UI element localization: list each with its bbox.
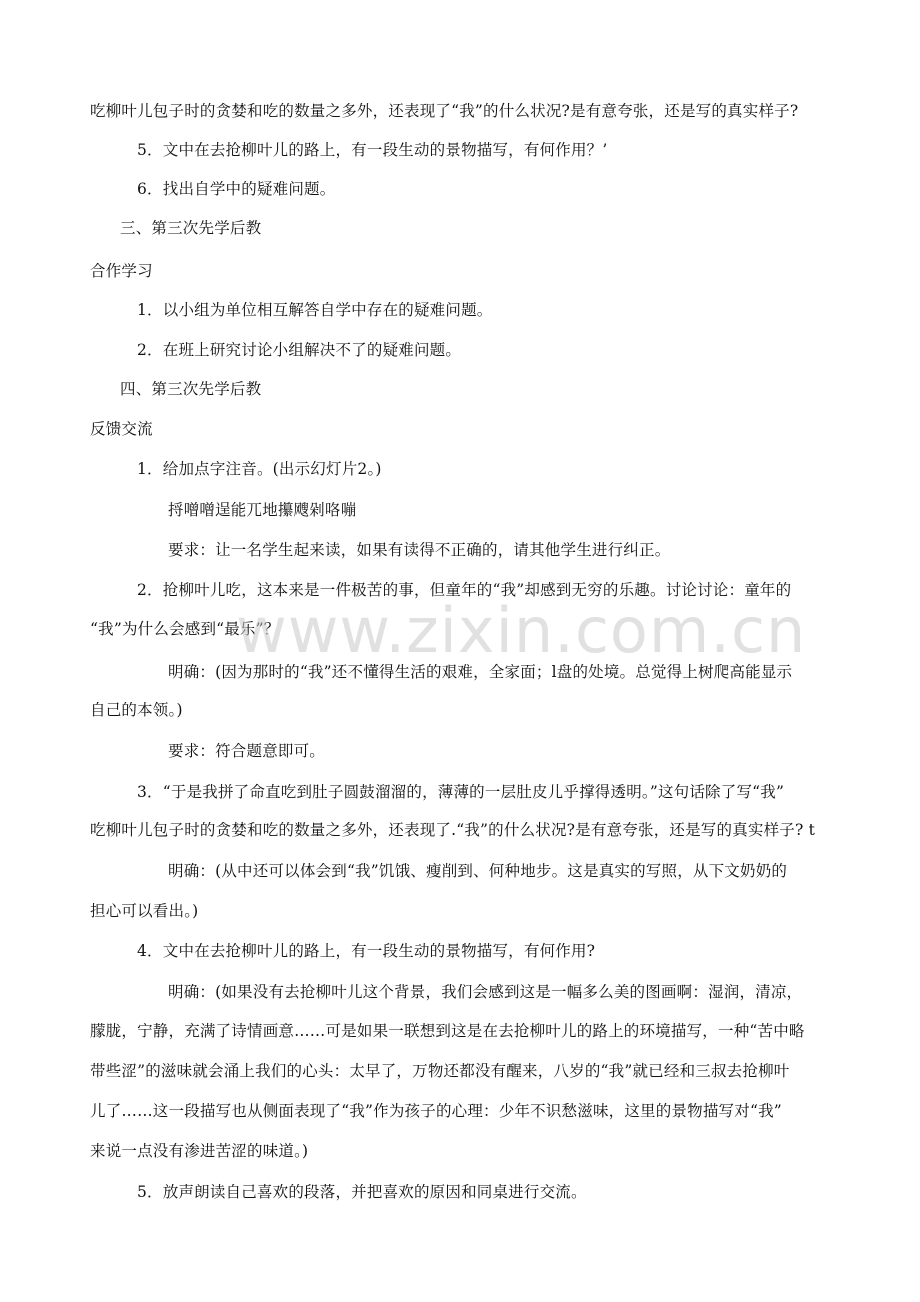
text-line-25: 带些涩”的滋味就会涌上我们的心头：太早了，万物还都没有醒来，八岁的“我”就已经和三叔去抢柳叶 [90,1062,790,1080]
watermark: www.zixin.com.cn [236,594,807,667]
text-line-15: 明确：(因为那时的“我”还不懂得生活的艰难，全家面；l盘的处境。总觉得上树爬高能显示 [168,663,793,681]
text-line-26: 儿了……这一段描写也从侧面表现了“我”作为孩子的心理：少年不识愁滋味，这里的景物描写对“我” [90,1102,782,1120]
text-line-2: 5．文中在去抢柳叶儿的路上，有一段生动的景物描写，有何作用？’ [137,141,608,159]
text-line-13: 2．抢柳叶儿吃，这本来是一件极苦的事，但童年的“我”却感到无穷的乐趣。讨论讨论：童年的 [137,581,792,599]
text-line-23: 明确：(如果没有去抢柳叶儿这个背景，我们会感到这是一幅多么美的图画啊：湿润，清凉， [168,983,803,1001]
text-line-12: 要求：让一名学生起来读，如果有读得不正确的，请其他学生进行纠正。 [168,541,671,559]
text-line-22: 4．文中在去抢柳叶儿的路上，有一段生动的景物描写，有何作用? [137,942,596,960]
text-line-7: 2．在班上研究讨论小组解决不了的疑难问题。 [137,341,462,359]
text-line-3: 6．找出自学中的疑难问题。 [137,180,336,198]
text-line-1: 吃柳叶儿包子时的贪婪和吃的数量之多外，还表现了“我”的什么状况?是有意夸张，还是写的真实样子? [90,102,799,120]
text-line-18: 3．“于是我拼了命直吃到肚子圆鼓溜溜的，薄薄的一层肚皮儿乎撑得透明。”这句话除了写“我” [137,783,785,801]
text-line-17: 要求：符合题意即可。 [168,742,326,760]
text-line-28: 5．放声朗读自己喜欢的段落，并把喜欢的原因和同桌进行交流。 [137,1183,587,1201]
text-line-14: “我”为什么会感到“最乐”？ [90,620,280,638]
text-line-20: 明确：(从中还可以体会到“我”饥饿、瘦削到、何种地步。这是真实的写照，从下文奶奶的 [168,862,788,880]
subheading-cooperative-learning: 合作学习 [90,262,153,280]
section-heading-3: 三、第三次先学后教 [120,219,262,237]
text-line-16: 自己的本领。) [90,701,183,719]
section-heading-4: 四、第三次先学后教 [120,380,262,398]
text-line-10: 1．给加点字注音。(出示幻灯片2。) [137,460,382,478]
text-line-19: 吃柳叶儿包子时的贪婪和吃的数量之多外，还表现了.“我”的什么状况?是有意夸张，还是写的真实样子? t [90,821,816,839]
subheading-feedback: 反馈交流 [90,420,153,438]
text-line-11: 捋噌噌逞能兀地攥飕剁咯嘣 [168,501,357,519]
text-line-6: 1．以小组为单位相互解答自学中存在的疑难问题。 [137,301,493,319]
text-line-21: 担心可以看出。) [90,902,199,920]
text-line-24: 朦胧，宁静，充满了诗情画意……可是如果一联想到这是在去抢柳叶儿的路上的环境描写，一种“苦中略 [90,1022,805,1040]
text-line-27: 来说一点没有渗进苦涩的味道。) [90,1142,309,1160]
